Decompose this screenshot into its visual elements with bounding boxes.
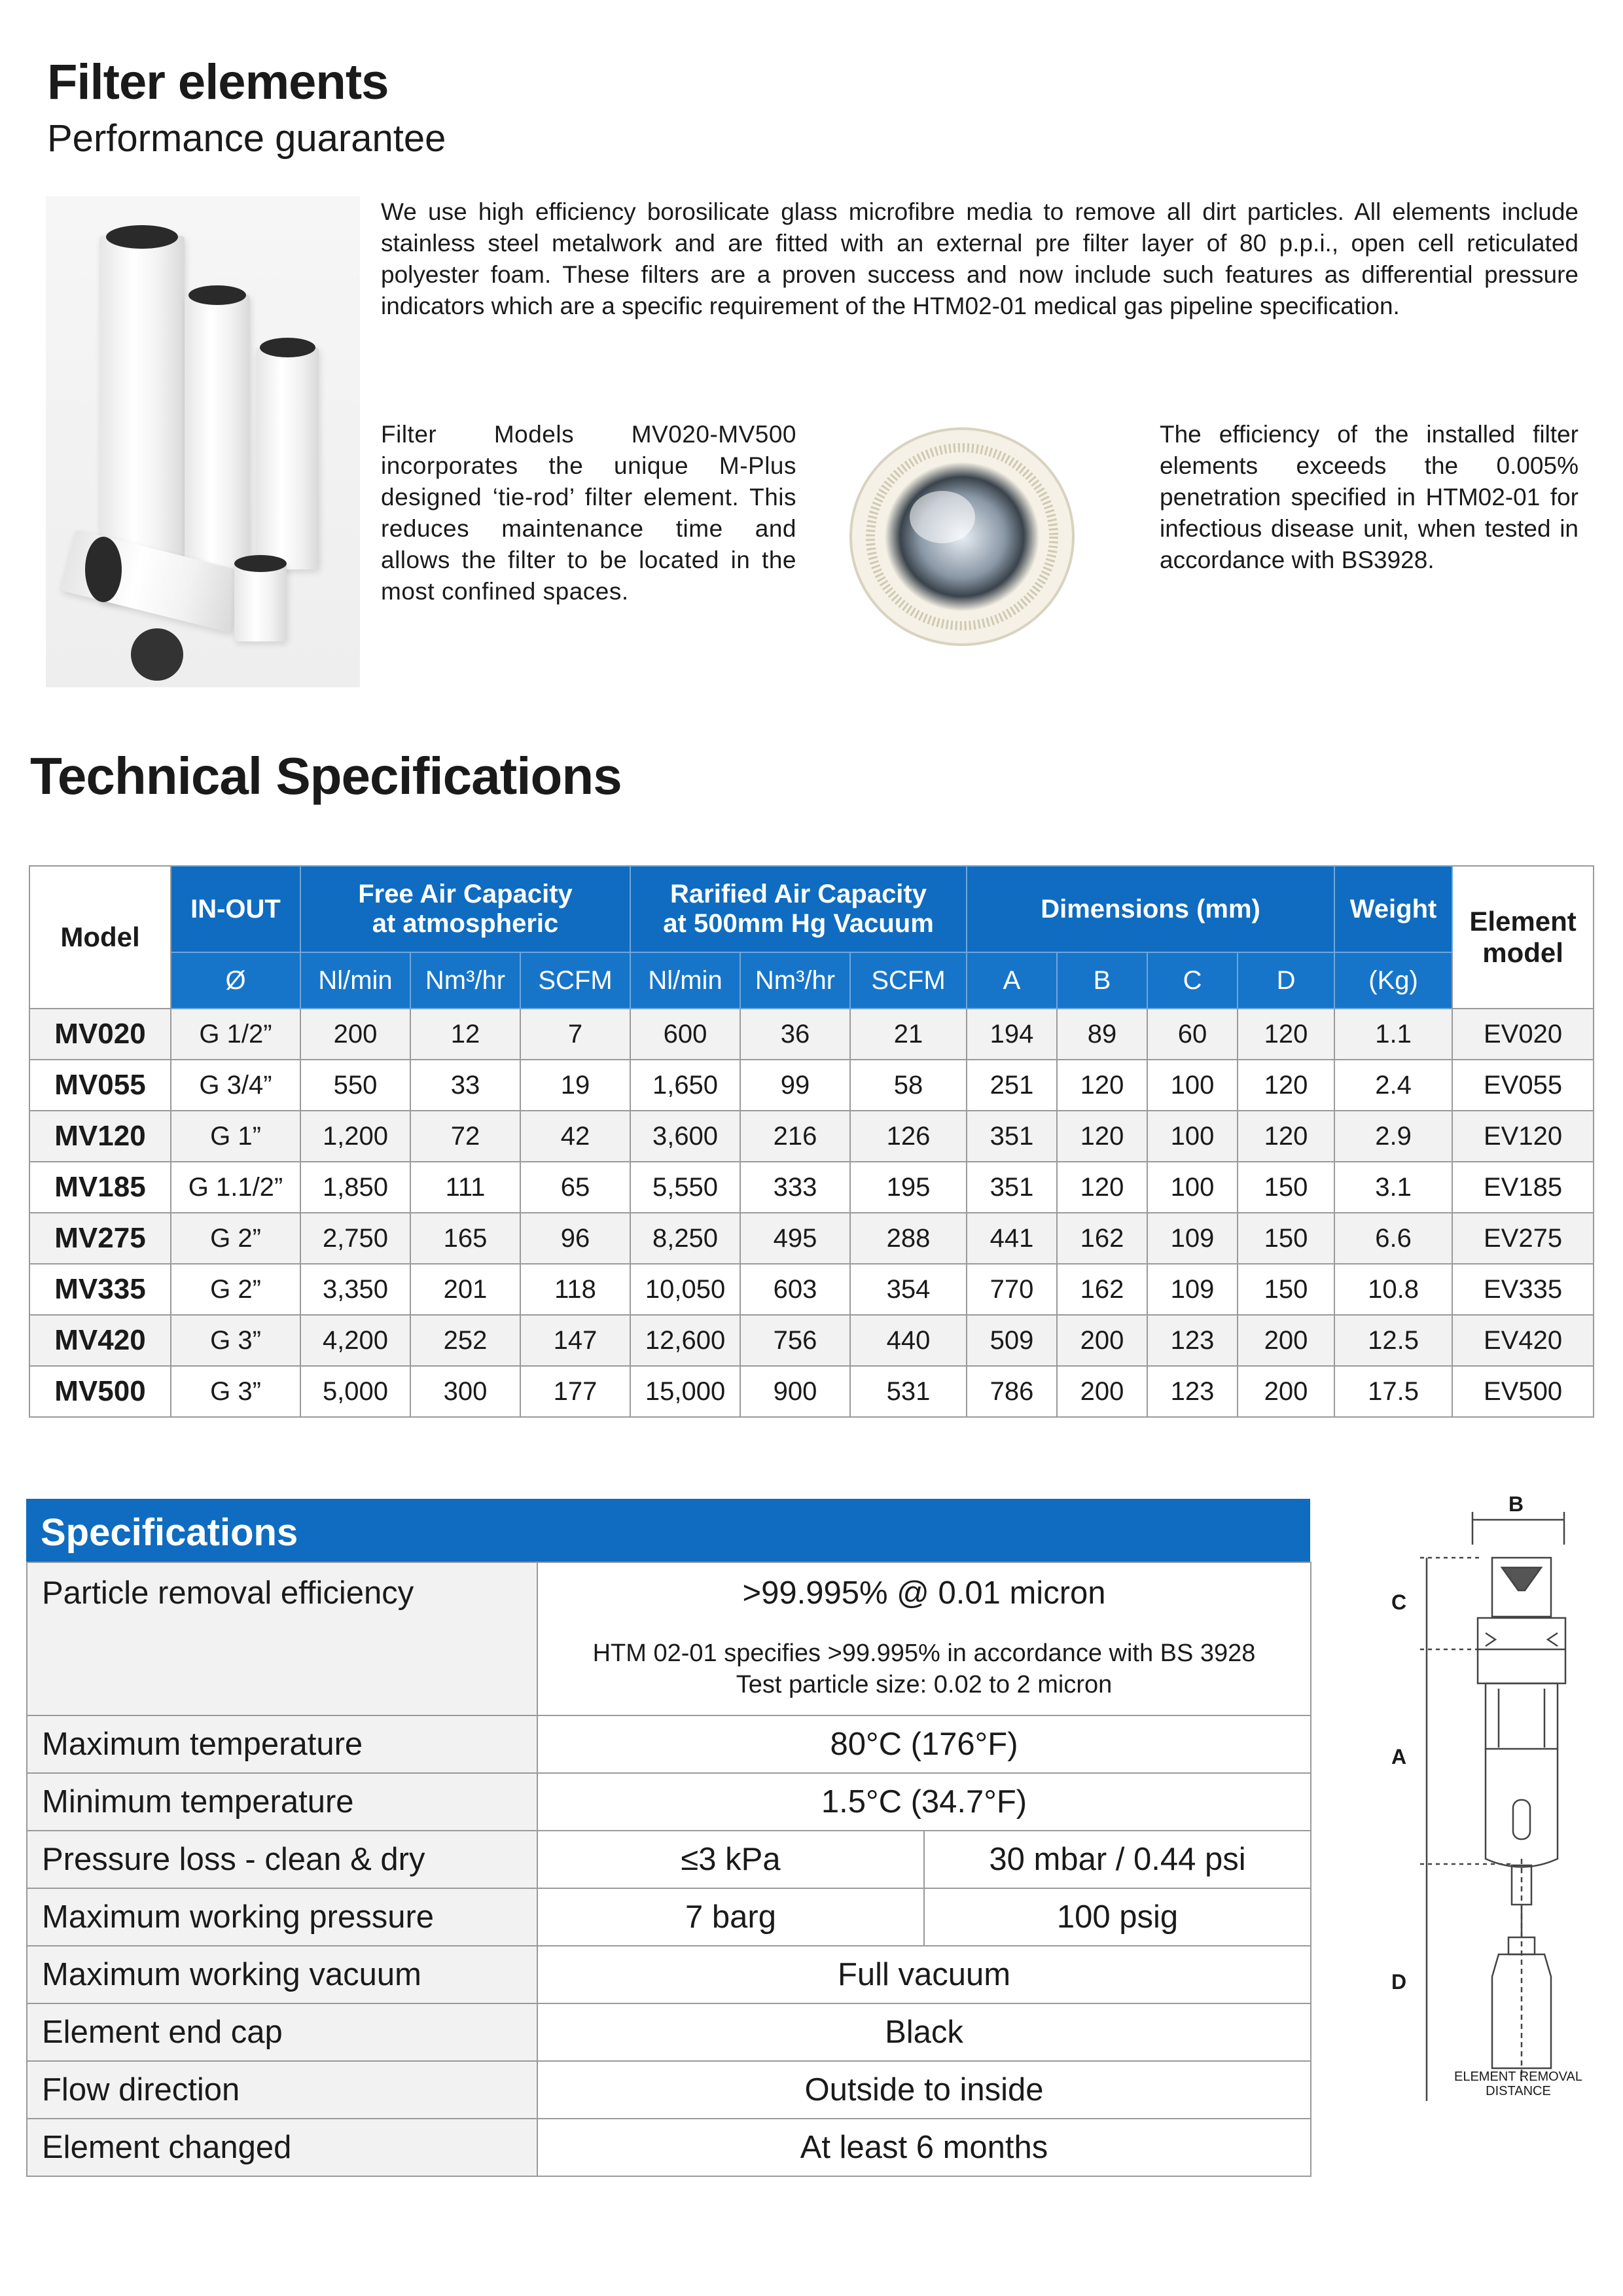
cell-dim-d: 200 xyxy=(1238,1366,1334,1417)
cell-weight: 17.5 xyxy=(1334,1366,1452,1417)
cell-free-nlmin: 3,350 xyxy=(300,1264,410,1315)
header-free-air-line1: Free Air Capacity xyxy=(358,880,573,908)
cell-element-model: EV120 xyxy=(1452,1111,1594,1162)
header-rar-nm3hr: Nm³/hr xyxy=(740,952,850,1009)
table-row xyxy=(29,1111,1594,1162)
spec-row-max-temp xyxy=(27,1715,1311,1773)
cell-free-scfm: 118 xyxy=(520,1264,630,1315)
cell-rar-scfm: 21 xyxy=(850,1009,967,1060)
spec-label-particle: Particle removal efficiency xyxy=(27,1562,537,1715)
cell-free-nlmin: 1,200 xyxy=(300,1111,410,1162)
page-title: Filter elements xyxy=(47,54,389,110)
cell-dim-b: 120 xyxy=(1057,1060,1147,1111)
spec-value-pressure-loss-mbar: 30 mbar / 0.44 psi xyxy=(924,1831,1311,1888)
cell-rar-nlmin: 600 xyxy=(630,1009,740,1060)
header-weight: Weight xyxy=(1334,866,1452,952)
cell-dim-a: 251 xyxy=(967,1060,1057,1111)
header-dimensions: Dimensions (mm) xyxy=(967,866,1334,952)
cell-free-nm3hr: 111 xyxy=(410,1162,520,1213)
cell-dim-b: 120 xyxy=(1057,1111,1147,1162)
cell-rar-scfm: 531 xyxy=(850,1366,967,1417)
cell-free-nm3hr: 300 xyxy=(410,1366,520,1417)
spec-label-max-vacuum: Maximum working vacuum xyxy=(27,1946,537,2003)
header-free-air-line2: at atmospheric xyxy=(372,909,559,938)
cell-free-nm3hr: 201 xyxy=(410,1264,520,1315)
cell-dim-c: 100 xyxy=(1147,1111,1238,1162)
cell-free-nm3hr: 252 xyxy=(410,1315,520,1366)
spec-label-max-temp: Maximum temperature xyxy=(27,1715,537,1773)
element-removal-line1: ELEMENT REMOVAL xyxy=(1454,2070,1582,2084)
spec-value-particle xyxy=(537,1562,1311,1715)
cell-dim-c: 123 xyxy=(1147,1366,1238,1417)
header-model: Model xyxy=(29,866,171,1009)
cell-in-out: G 1.1/2” xyxy=(171,1162,300,1213)
cell-weight: 2.9 xyxy=(1334,1111,1452,1162)
cell-free-nm3hr: 33 xyxy=(410,1060,520,1111)
cell-dim-d: 150 xyxy=(1238,1162,1334,1213)
spec-row-particle xyxy=(27,1562,1311,1715)
cell-rar-scfm: 126 xyxy=(850,1111,967,1162)
table-row xyxy=(29,1009,1594,1060)
cell-dim-a: 786 xyxy=(967,1366,1057,1417)
spec-row-changed xyxy=(27,2119,1311,2176)
cell-dim-a: 194 xyxy=(967,1009,1057,1060)
cell-rar-scfm: 440 xyxy=(850,1315,967,1366)
spec-value-changed: At least 6 months xyxy=(537,2119,1311,2176)
page-subtitle: Performance guarantee xyxy=(47,117,446,160)
technical-specifications-body xyxy=(29,1009,1594,1417)
cell-free-scfm: 7 xyxy=(520,1009,630,1060)
cell-dim-c: 109 xyxy=(1147,1213,1238,1264)
header-rarified-air xyxy=(630,866,967,952)
cell-in-out: G 3” xyxy=(171,1315,300,1366)
intro-paragraph: We use high efficiency borosilicate glass microfibre media to remove all dirt particles. All elements include stainless steel metalwork and are fitted with an external pre filter layer of 80 p.p.i., open cell reticulated polyester foam. These filters are a proven success and now include such features as differential pressure indicators which are a specific requirement of the HTM02-01 medical gas pipeline specification. xyxy=(381,198,1578,319)
cell-in-out: G 3/4” xyxy=(171,1060,300,1111)
cell-rar-nm3hr: 603 xyxy=(740,1264,850,1315)
cell-dim-d: 120 xyxy=(1238,1009,1334,1060)
cell-free-nlmin: 550 xyxy=(300,1060,410,1111)
cell-dim-b: 200 xyxy=(1057,1315,1147,1366)
technical-specifications-table xyxy=(29,865,1594,1418)
cell-free-nlmin: 2,750 xyxy=(300,1213,410,1264)
cell-weight: 2.4 xyxy=(1334,1060,1452,1111)
cell-rar-scfm: 58 xyxy=(850,1060,967,1111)
cell-dim-c: 60 xyxy=(1147,1009,1238,1060)
header-element-model xyxy=(1452,866,1594,1009)
cell-rar-scfm: 288 xyxy=(850,1213,967,1264)
cell-in-out: G 2” xyxy=(171,1213,300,1264)
cell-dim-c: 100 xyxy=(1147,1060,1238,1111)
cell-element-model: EV335 xyxy=(1452,1264,1594,1315)
cell-rar-nm3hr: 756 xyxy=(740,1315,850,1366)
cell-rar-nlmin: 5,550 xyxy=(630,1162,740,1213)
models-paragraph: Filter Models MV020-MV500 incorporates the unique M-Plus designed ‘tie-rod’ filter element. This reduces maintenance time and allows the filter to be located in the most confined spaces. xyxy=(381,421,796,605)
cell-free-nm3hr: 165 xyxy=(410,1213,520,1264)
cell-rar-scfm: 195 xyxy=(850,1162,967,1213)
cell-dim-b: 162 xyxy=(1057,1264,1147,1315)
header-weight-kg: (Kg) xyxy=(1334,952,1452,1009)
dim-label-c: C xyxy=(1391,1590,1407,1614)
cell-dim-c: 100 xyxy=(1147,1162,1238,1213)
spec-row-end-cap xyxy=(27,2003,1311,2061)
cell-model: MV335 xyxy=(29,1264,171,1315)
filter-cross-section-photo xyxy=(805,419,1145,655)
cell-free-scfm: 19 xyxy=(520,1060,630,1111)
cell-free-nm3hr: 12 xyxy=(410,1009,520,1060)
table-row xyxy=(29,1162,1594,1213)
spec-value-max-vacuum: Full vacuum xyxy=(537,1946,1311,2003)
table-row xyxy=(29,1315,1594,1366)
cell-dim-b: 120 xyxy=(1057,1162,1147,1213)
spec-value-flow: Outside to inside xyxy=(537,2061,1311,2119)
cell-free-nlmin: 5,000 xyxy=(300,1366,410,1417)
cell-rar-scfm: 354 xyxy=(850,1264,967,1315)
spec-label-pressure-loss: Pressure loss - clean & dry xyxy=(27,1831,537,1888)
cell-free-scfm: 147 xyxy=(520,1315,630,1366)
cell-element-model: EV020 xyxy=(1452,1009,1594,1060)
header-dim-b: B xyxy=(1057,952,1147,1009)
cell-free-scfm: 65 xyxy=(520,1162,630,1213)
cell-rar-nlmin: 15,000 xyxy=(630,1366,740,1417)
header-rarified-line1: Rarified Air Capacity xyxy=(670,880,927,908)
spec-value-pressure-loss-kpa: ≤3 kPa xyxy=(537,1831,924,1888)
cell-dim-a: 770 xyxy=(967,1264,1057,1315)
cell-element-model: EV420 xyxy=(1452,1315,1594,1366)
spec-label-min-temp: Minimum temperature xyxy=(27,1773,537,1831)
cell-in-out: G 3” xyxy=(171,1366,300,1417)
filter-dimension-diagram xyxy=(1374,1492,1597,2108)
cell-rar-nm3hr: 333 xyxy=(740,1162,850,1213)
cell-rar-nlmin: 12,600 xyxy=(630,1315,740,1366)
header-free-nlmin: Nl/min xyxy=(300,952,410,1009)
spec-row-max-pressure xyxy=(27,1888,1311,1946)
cell-element-model: EV275 xyxy=(1452,1213,1594,1264)
header-element-line1: Element xyxy=(1469,906,1577,937)
cell-rar-nm3hr: 36 xyxy=(740,1009,850,1060)
cell-free-scfm: 42 xyxy=(520,1111,630,1162)
spec-note-htm: HTM 02-01 specifies >99.995% in accordance with BS 3928 xyxy=(592,1640,1256,1667)
specifications-heading: Specifications xyxy=(26,1499,1310,1562)
spec-row-pressure-loss xyxy=(27,1831,1311,1888)
table-row xyxy=(29,1366,1594,1417)
spec-label-changed: Element changed xyxy=(27,2119,537,2176)
cell-dim-d: 200 xyxy=(1238,1315,1334,1366)
spec-value-end-cap: Black xyxy=(537,2003,1311,2061)
cell-weight: 3.1 xyxy=(1334,1162,1452,1213)
spec-value-max-temp: 80°C (176°F) xyxy=(537,1715,1311,1773)
cell-rar-nlmin: 3,600 xyxy=(630,1111,740,1162)
cell-weight: 6.6 xyxy=(1334,1213,1452,1264)
cell-element-model: EV185 xyxy=(1452,1162,1594,1213)
header-rarified-line2: at 500mm Hg Vacuum xyxy=(663,909,934,938)
header-free-air xyxy=(300,866,630,952)
cell-element-model: EV500 xyxy=(1452,1366,1594,1417)
header-free-scfm: SCFM xyxy=(520,952,630,1009)
dim-label-a: A xyxy=(1391,1745,1407,1768)
dim-label-b: B xyxy=(1508,1492,1524,1516)
spec-row-max-vacuum xyxy=(27,1946,1311,2003)
filter-elements-photo xyxy=(46,196,360,687)
element-removal-label xyxy=(1453,2070,1584,2098)
cell-free-scfm: 177 xyxy=(520,1366,630,1417)
specifications-table xyxy=(26,1562,1311,2177)
cell-rar-nlmin: 1,650 xyxy=(630,1060,740,1111)
cell-free-scfm: 96 xyxy=(520,1213,630,1264)
cell-model: MV420 xyxy=(29,1315,171,1366)
header-element-line2: model xyxy=(1482,937,1563,968)
cell-dim-d: 120 xyxy=(1238,1060,1334,1111)
header-dim-c: C xyxy=(1147,952,1238,1009)
cell-free-nlmin: 1,850 xyxy=(300,1162,410,1213)
cell-model: MV120 xyxy=(29,1111,171,1162)
cell-in-out: G 1/2” xyxy=(171,1009,300,1060)
header-rar-scfm: SCFM xyxy=(850,952,967,1009)
cell-dim-d: 150 xyxy=(1238,1213,1334,1264)
cell-model: MV020 xyxy=(29,1009,171,1060)
cell-dim-b: 89 xyxy=(1057,1009,1147,1060)
cell-element-model: EV055 xyxy=(1452,1060,1594,1111)
spec-value-max-pressure-psig: 100 psig xyxy=(924,1888,1311,1946)
cell-rar-nlmin: 8,250 xyxy=(630,1213,740,1264)
cell-rar-nlmin: 10,050 xyxy=(630,1264,740,1315)
cell-dim-d: 150 xyxy=(1238,1264,1334,1315)
spec-label-max-pressure: Maximum working pressure xyxy=(27,1888,537,1946)
cell-weight: 12.5 xyxy=(1334,1315,1452,1366)
header-dim-d: D xyxy=(1238,952,1334,1009)
cell-rar-nm3hr: 495 xyxy=(740,1213,850,1264)
header-rar-nlmin: Nl/min xyxy=(630,952,740,1009)
cell-dim-b: 200 xyxy=(1057,1366,1147,1417)
table-row xyxy=(29,1213,1594,1264)
cell-in-out: G 1” xyxy=(171,1111,300,1162)
cell-dim-a: 351 xyxy=(967,1111,1057,1162)
cell-dim-b: 162 xyxy=(1057,1213,1147,1264)
cell-dim-a: 509 xyxy=(967,1315,1057,1366)
cell-model: MV500 xyxy=(29,1366,171,1417)
header-dim-a: A xyxy=(967,952,1057,1009)
cell-rar-nm3hr: 900 xyxy=(740,1366,850,1417)
cell-dim-a: 441 xyxy=(967,1213,1057,1264)
cell-dim-c: 123 xyxy=(1147,1315,1238,1366)
filter-outline-svg xyxy=(1374,1492,1597,2108)
cell-model: MV275 xyxy=(29,1213,171,1264)
cell-free-nlmin: 200 xyxy=(300,1009,410,1060)
efficiency-paragraph: The efficiency of the installed filter elements exceeds the 0.005% penetration specified in HTM02-01 for infectious disease unit, when tested in accordance with BS3928. xyxy=(1160,421,1578,573)
table-row xyxy=(29,1264,1594,1315)
spec-row-min-temp xyxy=(27,1773,1311,1831)
header-diameter: Ø xyxy=(171,952,300,1009)
cell-dim-a: 351 xyxy=(967,1162,1057,1213)
cell-in-out: G 2” xyxy=(171,1264,300,1315)
spec-note-particle-size: Test particle size: 0.02 to 2 micron xyxy=(736,1671,1113,1698)
technical-specifications-heading: Technical Specifications xyxy=(30,747,622,805)
cell-model: MV055 xyxy=(29,1060,171,1111)
cell-free-nlmin: 4,200 xyxy=(300,1315,410,1366)
spec-label-flow: Flow direction xyxy=(27,2061,537,2119)
spec-value-min-temp: 1.5°C (34.7°F) xyxy=(537,1773,1311,1831)
spec-value-particle-main: >99.995% @ 0.01 micron xyxy=(742,1575,1106,1611)
spec-value-max-pressure-barg: 7 barg xyxy=(537,1888,924,1946)
cell-rar-nm3hr: 99 xyxy=(740,1060,850,1111)
element-removal-line2: DISTANCE xyxy=(1486,2084,1551,2098)
table-row xyxy=(29,1060,1594,1111)
cell-dim-d: 120 xyxy=(1238,1111,1334,1162)
spec-label-end-cap: Element end cap xyxy=(27,2003,537,2061)
header-in-out: IN-OUT xyxy=(171,866,300,952)
cell-weight: 10.8 xyxy=(1334,1264,1452,1315)
cell-free-nm3hr: 72 xyxy=(410,1111,520,1162)
cell-dim-c: 109 xyxy=(1147,1264,1238,1315)
dim-label-d: D xyxy=(1391,1970,1407,1994)
spec-row-flow xyxy=(27,2061,1311,2119)
cell-model: MV185 xyxy=(29,1162,171,1213)
header-free-nm3hr: Nm³/hr xyxy=(410,952,520,1009)
cell-weight: 1.1 xyxy=(1334,1009,1452,1060)
cell-rar-nm3hr: 216 xyxy=(740,1111,850,1162)
